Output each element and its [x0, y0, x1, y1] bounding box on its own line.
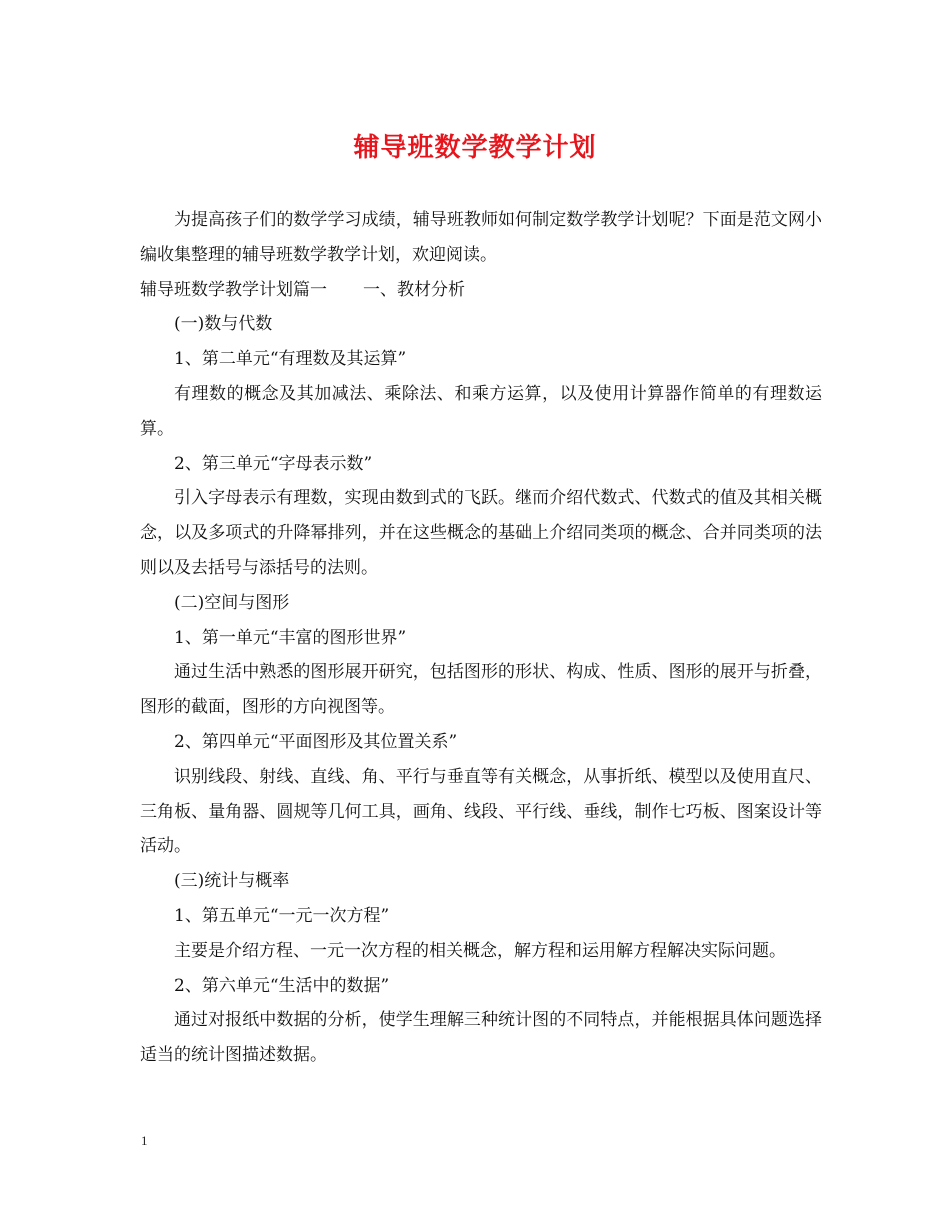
body-paragraph: 识别线段、射线、直线、角、平行与垂直等有关概念，从事折纸、模型以及使用直尺、三角板、量角器、圆规等几何工具，画角、线段、平行线、垂线，制作七巧板、图案设计等活动。: [140, 766, 822, 857]
document-body: [140, 203, 822, 1073]
unit-heading: 2、第四单元“平面图形及其位置关系”: [174, 731, 458, 752]
section-heading-line: [140, 273, 822, 308]
subsection-heading: (二)空间与图形: [174, 592, 290, 613]
document-title: 辅导班数学教学计划: [353, 133, 597, 163]
intro-paragraph: 为提高孩子们的数学学习成绩，辅导班教师如何制定数学教学计划呢？下面是范文网小编收集整理的辅导班数学教学计划，欢迎阅读。: [140, 210, 822, 265]
body-paragraph: 通过生活中熟悉的图形展开研究，包括图形的形状、构成、性质、图形的展开与折叠，图形的截面，图形的方向视图等。: [140, 662, 822, 718]
section-heading-title: 辅导班数学教学计划篇一: [140, 279, 327, 300]
page-number: 1: [141, 1133, 148, 1148]
section-heading-subtitle: 一、教材分析: [363, 279, 465, 300]
unit-heading: 1、第五单元“一元一次方程”: [174, 905, 390, 926]
unit-heading: 2、第三单元“字母表示数”: [174, 453, 373, 474]
body-paragraph: 有理数的概念及其加减法、乘除法、和乘方运算，以及使用计算器作简单的有理数运算。: [140, 383, 822, 439]
body-paragraph: 通过对报纸中数据的分析，使学生理解三种统计图的不同特点，并能根据具体问题选择适当的统计图描述数据。: [140, 1010, 822, 1066]
unit-heading: 1、第一单元“丰富的图形世界”: [174, 627, 407, 648]
body-paragraph: 引入字母表示有理数，实现由数到式的飞跃。继而介绍代数式、代数式的值及其相关概念，以及多项式的升降幂排列，并在这些概念的基础上介绍同类项的概念、合并同类项的法则以及去括号与添括号的法则。: [140, 488, 822, 578]
unit-heading: 2、第六单元“生活中的数据”: [174, 975, 390, 996]
unit-heading: 1、第二单元“有理数及其运算”: [174, 349, 407, 370]
subsection-heading: (三)统计与概率: [174, 871, 290, 892]
subsection-heading: (一)数与代数: [174, 314, 273, 335]
body-paragraph: 主要是介绍方程、一元一次方程的相关概念，解方程和运用解方程解决实际问题。: [174, 940, 786, 961]
